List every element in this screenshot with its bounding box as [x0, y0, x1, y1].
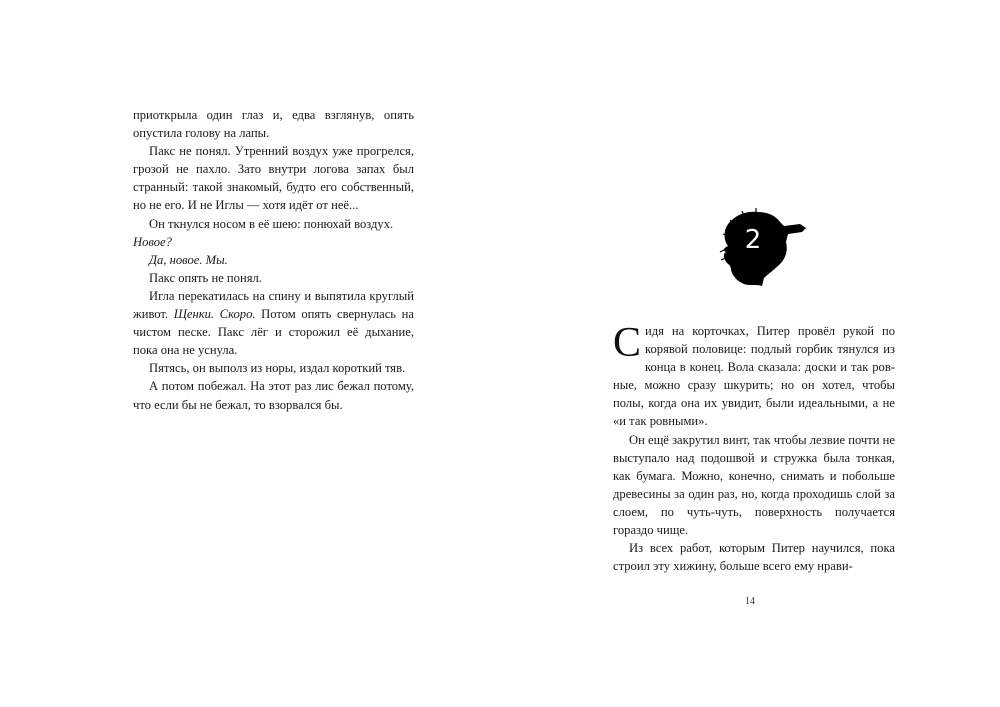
- paragraph: [613, 322, 895, 431]
- right-page: [500, 0, 1000, 707]
- page-number: 14: [745, 596, 755, 607]
- paragraph-text: Потом опять свернулась на чистом песке. Пакс лёг и сторожил её дыхание, пока она не уснула.: [133, 307, 414, 358]
- paragraph: Пакс опять не понял.: [149, 270, 262, 285]
- paragraph-text: идя на корточках, Питер провёл рукой по корявой половице: подлый горбик тянулся из конца в конец. Вола сказала: доски и так ровные, можно сразу шкурить; но он хотел, чтобы полы, когда она их увидит, были идеальными, а не «и так ровными».: [613, 324, 895, 429]
- italic-line: Да, новое. Мы.: [149, 252, 228, 267]
- paragraph: Пятясь, он выполз из норы, издал короткий тяв.: [149, 361, 406, 376]
- paragraph: [133, 287, 414, 359]
- chapter-number: 2: [744, 225, 762, 255]
- paragraph: Пакс не понял. Утренний воздух уже прогрелся, грозой не пахло. Зато внутри логова запах был странный: такой знакомый, будто его собственный, но не его. И не Иглы — хотя идёт от неё...: [133, 144, 414, 213]
- chapter-emblem: [714, 206, 810, 288]
- left-page-text: [133, 106, 414, 414]
- dropcap: С: [613, 320, 642, 366]
- paragraph: Он ткнулся носом в её шею: понюхай воздух.: [149, 216, 394, 231]
- right-page-text: [613, 322, 895, 575]
- italic-line: Новое?: [133, 234, 172, 249]
- paragraph: Из всех работ, которым Питер научился, пока строил эту хижину, больше всего ему нрави-: [613, 541, 895, 574]
- italic-phrase: Щенки. Скоро.: [173, 307, 256, 322]
- paragraph: Он ещё закрутил винт, так чтобы лезвие почти не выступало над подошвой и стружка была тонкая, как бумага. Можно, конечно, снимать и побольше древесины за один раз, но, когда проходишь слой за слоем, по чуть-чуть, поверхность получается гораздо чище.: [613, 432, 895, 538]
- paragraph: А потом побежал. На этот раз лис бежал потому, что если бы не бежал, то взорвался бы.: [133, 379, 414, 412]
- paragraph-text: Игла перекатилась на спину и выпятила круглый живот.: [133, 288, 414, 322]
- paragraph: приоткрыла один глаз и, едва взглянув, опять опустила голову на лапы.: [133, 108, 414, 141]
